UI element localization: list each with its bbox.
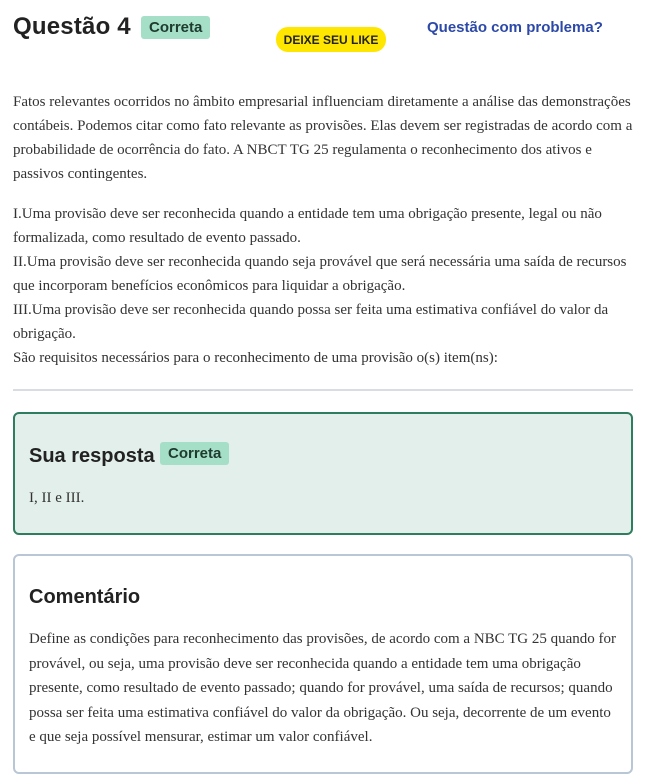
question-statement [13, 90, 633, 186]
answer-status-badge: Correta [160, 442, 229, 465]
comment-title: Comentário [29, 586, 141, 608]
question-prompt: São requisitos necessários para o reconhecimento de uma provisão o(s) item(ns): [13, 350, 498, 366]
answer-panel [13, 412, 633, 535]
status-badge: Correta [141, 16, 210, 39]
question-item-1: I.Uma provisão deve ser reconhecida quando a entidade tem uma obrigação presente, legal ou não formalizada, como resultado de evento passado. [13, 206, 602, 246]
question-item-2: II.Uma provisão deve ser reconhecida quando seja provável que será necessária uma saída de recursos que incorporam benefícios econômicos para liquidar a obrigação. [13, 254, 627, 294]
like-button[interactable]: DEIXE SEU LIKE [276, 27, 386, 52]
answer-title: Sua resposta [29, 445, 155, 467]
statement-text: Fatos relevantes ocorridos no âmbito empresarial influenciam diretamente a análise das demonstrações contábeis. Podemos citar como fato relevante as provisões. Elas devem ser registradas de acordo com a probabilidade de ocorrência do fato. A NBCT TG 25 regulamenta o reconhecimento dos ativos e passivos contingentes. [13, 94, 633, 182]
comment-panel [13, 554, 633, 774]
question-items [13, 202, 633, 370]
question-title: Questão 4 [13, 13, 131, 40]
question-item-3: III.Uma provisão deve ser reconhecida quando possa ser feita uma estimativa confiável do valor da obrigação. [13, 302, 609, 342]
answer-text: I, II e III. [29, 490, 85, 506]
report-problem-link[interactable]: Questão com problema? [427, 19, 603, 36]
divider [13, 389, 633, 391]
comment-text: Define as condições para reconhecimento das provisões, de acordo com a NBC TG 25 quando for provável, ou seja, uma provisão deve ser reconhecida quando a entidade tem uma obrigação presente, como resultado de evento passado; quando for provável, uma saída de recursos; quando possa ser feita uma estimativa confiável do valor da obrigação. Ou seja, decorrente de um evento e que seja possível mensurar, estimar um valor confiável. [29, 631, 617, 745]
question-header [0, 0, 645, 70]
